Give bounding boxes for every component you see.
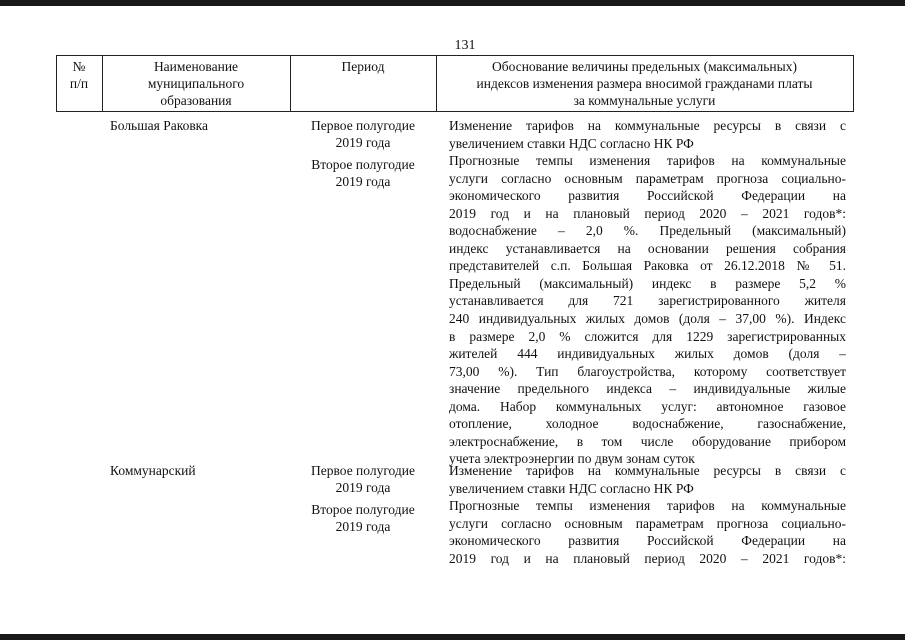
scan-border-top (0, 0, 905, 6)
municipality-name: Большая Раковка (110, 118, 209, 133)
page-number: 131 (454, 38, 476, 53)
justification-text: Изменение тарифов на коммунальные ресурсы в связи с увеличением ставки НДС согласно НК РФ Прогнозные темпы изменения тарифов на коммунальные услуги согласно основным параметрам прогноза социально- экономического развития Российской Федерации на 2019 год и на плановый период 2020 – 2021 годов*: (449, 463, 846, 566)
scan-border-bottom (0, 634, 905, 640)
table-top-rule (56, 55, 854, 56)
table-header-rule (56, 111, 854, 112)
table-border-right (853, 55, 854, 111)
header-number: № п/п (69, 59, 89, 91)
header-municipality: Наименование муниципального образования (147, 59, 245, 108)
period-cell: Первое полугодие 2019 года Второе полугодие 2019 года (311, 118, 415, 189)
period-cell: Первое полугодие 2019 года Второе полугодие 2019 года (311, 463, 415, 534)
justification-text: Изменение тарифов на коммунальные ресурсы в связи с увеличением ставки НДС согласно НК РФ Прогнозные темпы изменения тарифов на коммунальные услуги согласно основным параметрам прогноза социально- экономического развития Российской Федерации на 2019 год и на плановый период 2020 – 2021 годов*: водоснабжение – 2,0 %. Предельный (максимальный) индекс устанавливается на основании решения собрания представителей с.п. Большая Раковка от 26.12.2018 № 51. Предельный (максимальный) индекс в размере 5,2 % устанавливается для 721 зарегистрированного жителя 240 индивидуальных жилых домов (доля – 37,00 %). Индекс в размере 2,0 % сложится для 1229 зарегистрированных жителей 444 индивидуальных жилых домов (доля – 73,00 %). Тип благоустройства, которому соответствует значение предельного индекса – индивидуальные жилые дома. Набор коммунальных услуг: автономное газовое отопление, холодное водоснабжение, газоснабжение, электроснабжение, в том числе оборудование прибором учета электроэнергии по двум зонам суток (449, 118, 846, 467)
header-period: Период (341, 59, 385, 74)
header-justification: Обоснование величины предельных (максимальных) индексов изменения размера вносимой гражданами платы за коммунальные услуги (476, 59, 813, 108)
municipality-name: Коммунарский (110, 463, 196, 478)
